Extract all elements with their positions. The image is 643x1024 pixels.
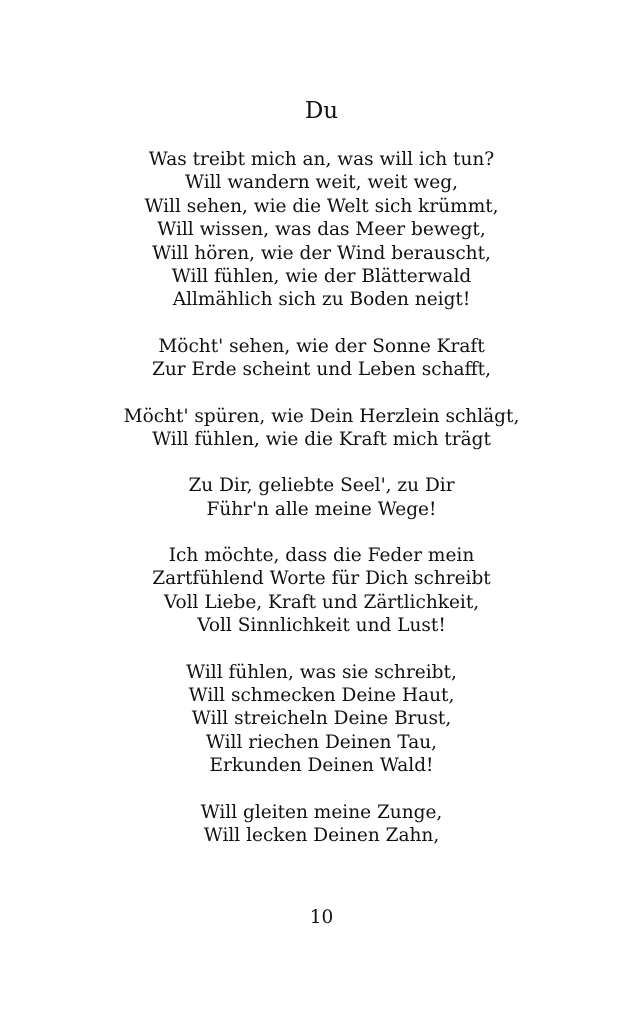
poem-line: Will fühlen, wie der Blätterwald bbox=[171, 265, 472, 287]
poem-line: Will wandern weit, weit weg, bbox=[185, 172, 458, 194]
poem-line: Will fühlen, was sie schreibt, bbox=[186, 661, 457, 683]
poem-line: Möcht' spüren, wie Dein Herzlein schlägt, bbox=[123, 405, 520, 427]
poem-body bbox=[0, 148, 643, 870]
poem-line: Ich möchte, dass die Feder mein bbox=[168, 545, 475, 567]
stanza bbox=[0, 661, 643, 778]
poem-line: Will hören, wie der Wind berauscht, bbox=[152, 242, 491, 264]
poem-line: Zur Erde scheint und Leben schafft, bbox=[151, 359, 491, 381]
poem-line: Führ'n alle meine Wege! bbox=[206, 498, 437, 520]
poem-title: Du bbox=[304, 98, 339, 124]
poem-line: Möcht' sehen, wie der Sonne Kraft bbox=[158, 335, 485, 357]
poem-line: Will gleiten meine Zunge, bbox=[200, 801, 443, 823]
poem-line: Voll Sinnlichkeit und Lust! bbox=[197, 615, 446, 637]
poem-line: Will streicheln Deine Brust, bbox=[191, 708, 452, 730]
poem-line: Will schmecken Deine Haut, bbox=[188, 685, 455, 707]
stanza bbox=[0, 405, 643, 452]
stanza bbox=[0, 335, 643, 382]
poem-line: Allmählich sich zu Boden neigt! bbox=[172, 289, 471, 311]
poem-line: Voll Liebe, Kraft und Zärtlichkeit, bbox=[163, 591, 480, 613]
page-number: 10 bbox=[309, 907, 334, 928]
poem-line: Zu Dir, geliebte Seel', zu Dir bbox=[188, 475, 455, 497]
stanza bbox=[0, 544, 643, 638]
poem-line: Erkunden Deinen Wald! bbox=[209, 755, 434, 777]
stanza bbox=[0, 148, 643, 312]
stanza bbox=[0, 474, 643, 521]
stanza bbox=[0, 801, 643, 848]
poem-line: Will sehen, wie die Welt sich krümmt, bbox=[144, 195, 499, 217]
poem-line: Was treibt mich an, was will ich tun? bbox=[148, 149, 495, 170]
poem-line: Will wissen, was das Meer bewegt, bbox=[157, 219, 486, 241]
poem-line: Will fühlen, wie die Kraft mich trägt bbox=[152, 428, 491, 450]
poem-line: Zartfühlend Worte für Dich schreibt bbox=[152, 568, 491, 590]
poem-line: Will riechen Deinen Tau, bbox=[205, 731, 438, 753]
poem-line: Will lecken Deinen Zahn, bbox=[203, 824, 440, 846]
